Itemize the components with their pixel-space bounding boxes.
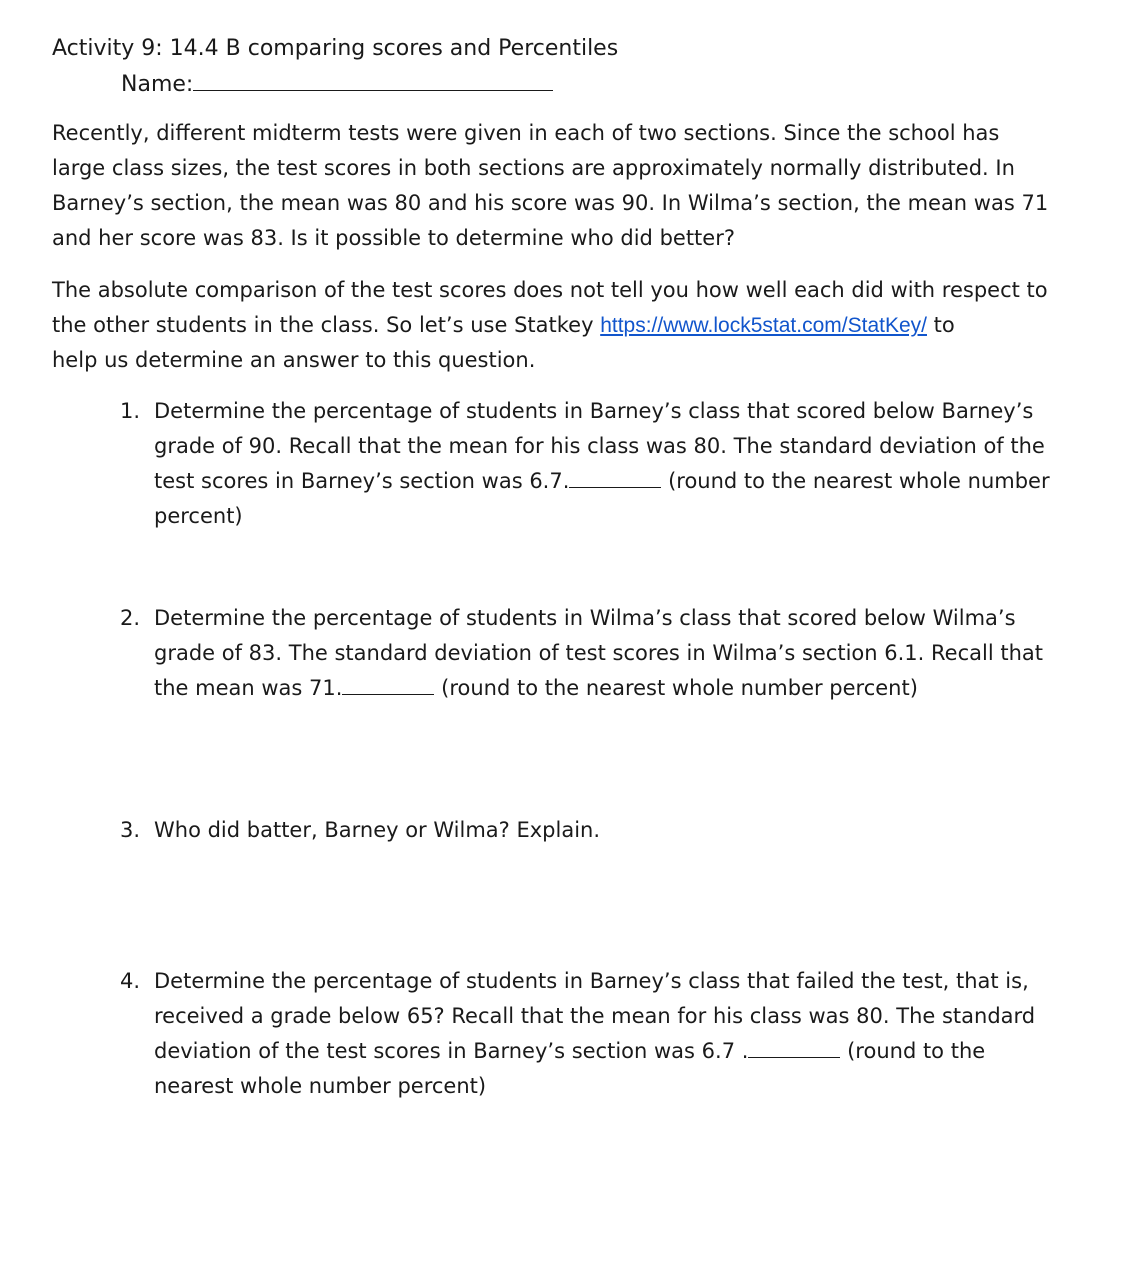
intro-line: and her score was 83. Is it possible to determine who did better? xyxy=(52,226,735,250)
question-text: test scores in Barney’s section was 6.7. xyxy=(154,469,570,493)
question-4 xyxy=(120,964,1120,1104)
context-text: the other students in the class. So let’s use Statkey xyxy=(52,313,601,337)
question-line: grade of 90. Recall that the mean for his class was 80. The standard deviation of the xyxy=(154,434,1045,458)
question-1 xyxy=(120,394,1120,534)
question-line: Who did batter, Barney or Wilma? Explain. xyxy=(154,818,601,842)
question-2 xyxy=(120,601,1120,706)
statkey-link[interactable]: https://www.lock5stat.com/StatKey/ xyxy=(600,314,927,337)
question-number: 1. xyxy=(120,399,141,423)
context-line: The absolute comparison of the test scores does not tell you how well each did with respect to xyxy=(52,278,1048,302)
question-line xyxy=(154,671,1120,706)
answer-blank-q4[interactable] xyxy=(748,1037,840,1058)
question-line: Determine the percentage of students in Barney’s class that scored below Barney’s xyxy=(154,399,1034,423)
question-text: deviation of the test scores in Barney’s section was 6.7 . xyxy=(154,1039,749,1063)
name-blank-field[interactable] xyxy=(193,70,553,91)
name-label: Name: xyxy=(121,72,194,97)
intro-line: Recently, different midterm tests were given in each of two sections. Since the school has xyxy=(52,121,1000,145)
context-line xyxy=(52,308,1112,343)
question-text: the mean was 71. xyxy=(154,676,343,700)
context-paragraph xyxy=(52,273,1112,378)
question-body xyxy=(154,964,1120,1104)
name-row xyxy=(121,70,553,99)
question-body xyxy=(154,601,1120,706)
intro-line: Barney’s section, the mean was 80 and his score was 90. In Wilma’s section, the mean was 71 xyxy=(52,191,1049,215)
question-body xyxy=(154,813,1120,848)
question-line: received a grade below 65? Recall that the mean for his class was 80. The standard xyxy=(154,1004,1036,1028)
question-number: 4. xyxy=(120,969,141,993)
question-body xyxy=(154,394,1120,534)
question-number: 3. xyxy=(120,818,141,842)
question-line xyxy=(154,1034,1120,1069)
question-line: grade of 83. The standard deviation of test scores in Wilma’s section 6.1. Recall that xyxy=(154,641,1043,665)
question-line: Determine the percentage of students in Wilma’s class that scored below Wilma’s xyxy=(154,606,1016,630)
intro-paragraph xyxy=(52,116,1112,256)
answer-blank-q1[interactable] xyxy=(569,467,661,488)
question-3 xyxy=(120,813,1120,848)
context-line: help us determine an answer to this question. xyxy=(52,348,536,372)
question-text: (round to the nearest whole number percent) xyxy=(441,676,918,700)
question-line: Determine the percentage of students in Barney’s class that failed the test, that is, xyxy=(154,969,1029,993)
question-text: (round to the xyxy=(847,1039,986,1063)
question-number: 2. xyxy=(120,606,141,630)
intro-line: large class sizes, the test scores in both sections are approximately normally distributed. In xyxy=(52,156,1015,180)
question-line: nearest whole number percent) xyxy=(154,1074,487,1098)
question-line: percent) xyxy=(154,504,243,528)
question-line xyxy=(154,464,1120,499)
context-text: to xyxy=(926,313,955,337)
page-title: Activity 9: 14.4 B comparing scores and Percentiles xyxy=(52,36,619,61)
question-text: (round to the nearest whole number xyxy=(668,469,1050,493)
answer-blank-q2[interactable] xyxy=(342,674,434,695)
